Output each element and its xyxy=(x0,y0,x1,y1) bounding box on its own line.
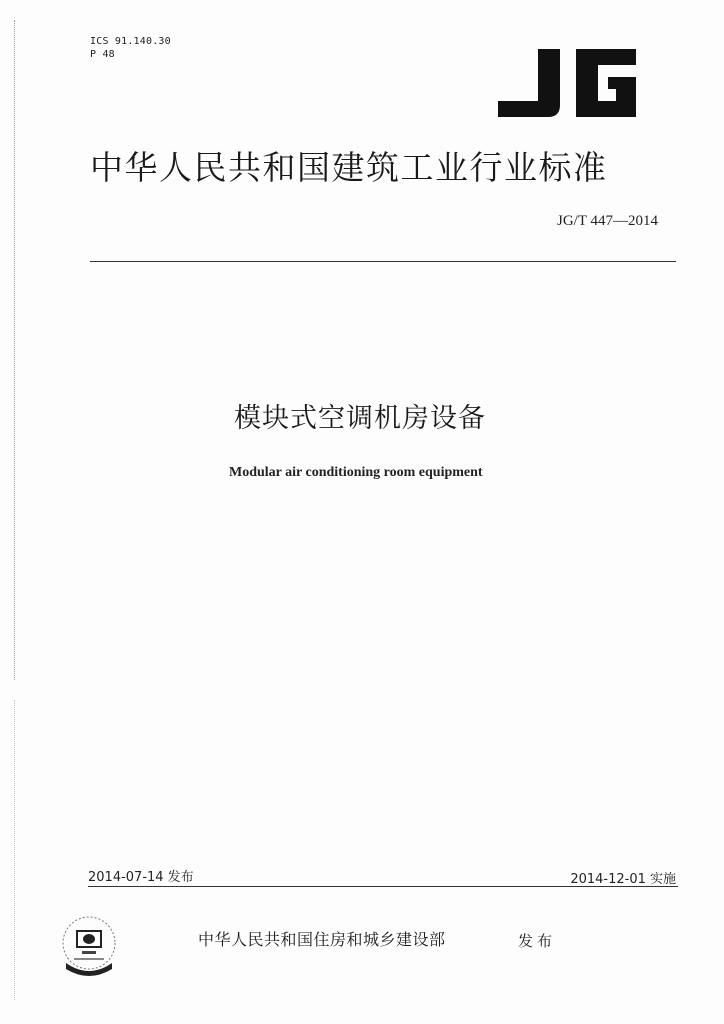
jg-logo xyxy=(494,47,640,119)
scan-edge-line-lower xyxy=(14,700,15,1000)
classification-codes xyxy=(90,35,171,61)
standard-number: JG/T 447—2014 xyxy=(557,213,658,229)
document-title-chinese: 模块式空调机房设备 xyxy=(234,403,486,434)
ccs-code: P 48 xyxy=(90,49,115,60)
publisher-seal-icon xyxy=(58,913,120,979)
ics-code: ICS 91.140.30 xyxy=(90,36,171,47)
issue-date: 2014-07-14 发布 xyxy=(88,870,194,885)
header-divider xyxy=(90,261,676,262)
footer-divider xyxy=(88,886,678,887)
implementation-date: 2014-12-01 实施 xyxy=(570,872,676,887)
scan-edge-line xyxy=(14,20,15,680)
document-title-english: Modular air conditioning room equipment xyxy=(229,465,483,480)
issuing-body-title: 中华人民共和国建筑工业行业标准 xyxy=(90,148,608,187)
publish-label: 发布 xyxy=(518,932,557,950)
publisher-name: 中华人民共和国住房和城乡建设部 xyxy=(198,930,446,949)
